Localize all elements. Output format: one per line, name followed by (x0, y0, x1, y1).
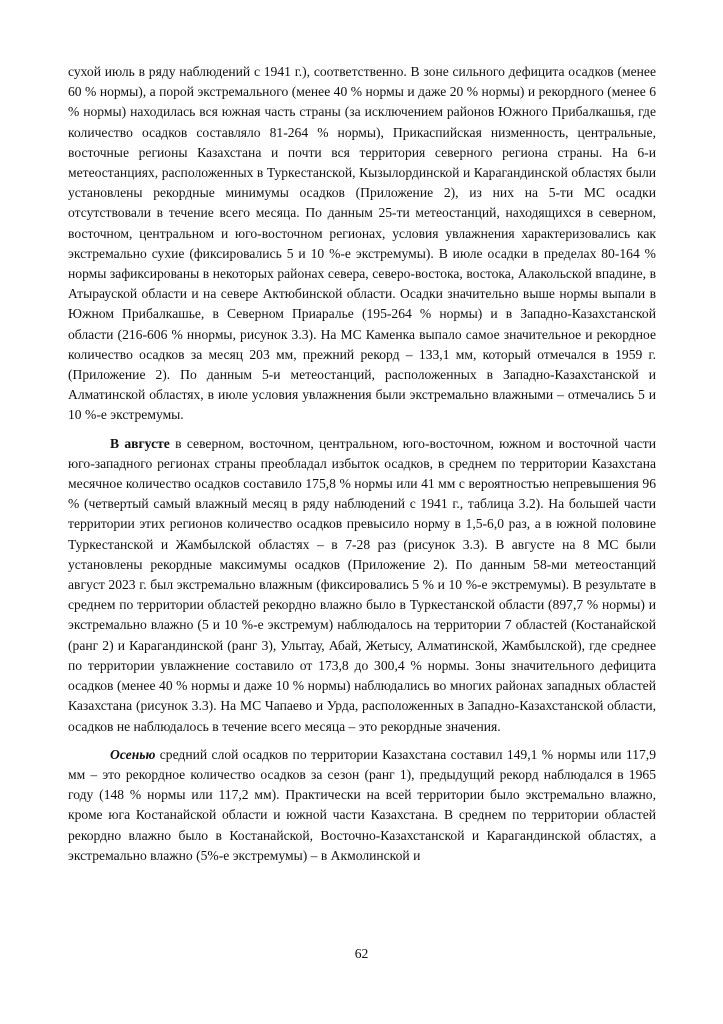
paragraph-autumn (68, 745, 656, 866)
august-lead: В августе (110, 435, 170, 451)
paragraph-july-continued: сухой июль в ряду наблюдений с 1941 г.), соответственно. В зоне сильного дефицита осадков (менее 60 % нормы), а порой экстремального (менее 40 % нормы и даже 20 % нормы) и рекордного (менее 6 % нормы) находилась вся южная часть страны (за исключением районов Южного Прибалкашья, где количество осадков составляло 81-264 % нормы), Прикаспийская низменность, центральные, восточные регионы Казахстана и почти вся территория северного региона страны. На 6-и метеостанциях, расположенных в Туркестанской, Кызылординской и Карагандинской областях были установлены рекордные минимумы осадков (Приложение 2), из них на 5-ти МС осадки отсутствовали в течение всего месяца. По данным 25-ти метеостанций, находящихся в северном, восточном, центральном и юго-восточном регионах, условия увлажнения характеризовались как экстремально сухие (фиксировались 5 и 10 %-е экстремумы). В июле осадки в пределах 80-164 % нормы зафиксированы в некоторых районах севера, северо-востока, востока, Алакольской впадине, в Атырауской области и на севере Актюбинской области. Осадки значительно выше нормы выпали в Южном Прибалкашье, в Северном Приаралье (195-264 % нормы) и в Западно-Казахстанской области (216-606 % ннормы, рисунок 3.3). На МС Каменка выпало самое значительное и рекордное количество осадков за месяц 203 мм, прежний рекорд – 133,1 мм, который отмечался в 1959 г. (Приложение 2). По данным 5-и метеостанций, расположенных в Западно-Казахстанской и Алматинской областях, в июле условия увлажнения были экстремально влажными – отмечались 5 и 10 %-е экстремумы. (68, 64, 656, 423)
page-number: 62 (354, 946, 369, 961)
autumn-text: средний слой осадков по территории Казахстана составил 149,1 % нормы или 117,9 мм – это рекордное количество осадков за сезон (ранг 1), предыдущий рекорд наблюдался в 1965 году (148 % нормы или 117,2 мм). Практически на всей территории было экстремально влажно, кроме юга Костанайской области и южной части Казахстана. В среднем по территории областей рекордно влажно было в Костанайской, Восточно-Казахстанской и Карагандинской областях, а экстремально влажно (5%-е экстремумы) – в Акмолинской и (68, 746, 656, 863)
august-text: в северном, восточном, центральном, юго-восточном, южном и восточной части юго-западного регионах страны преобладал избыток осадков, в среднем по территории Казахстана месячное количество осадков составило 175,8 % нормы или 41 мм с вероятностью непревышения 96 % (четвертый самый влажный месяц в ряду наблюдений с 1941 г., таблица 3.2). На большей части территории этих регионов количество осадков превысило норму в 1,5-6,0 раз, а в южной половине Туркестанской и Жамбылской областях – в 7-28 раз (рисунок 3.3). В августе на 8 МС были установлены рекордные максимумы осадков (Приложение 2). По данным 58-ми метеостанций август 2023 г. был экстремально влажным (фиксировались 5 % и 10 %-е экстремумы). В результате в среднем по территории областей рекордно влажно было в Туркестанской области (897,7 % нормы) и экстремально влажно (5 и 10 %-е экстремум) наблюдалось на территории 7 областей (Костанайской (ранг 2) и Карагандинской (ранг 3), Улытау, Абай, Жетысу, Алматинской, Жамбылской), где среднее по территории увлажнение составило от 173,8 до 300,4 % нормы. Зоны значительного дефицита осадков (менее 40 % нормы и даже 10 % нормы) наблюдались во многих районах западных областей Казахстана (рисунок 3.3). На МС Чапаево и Урда, расположенных в Западно-Казахстанской области, осадков не наблюдалось в течение всего месяца – это рекордные значения. (68, 435, 656, 734)
document-page (68, 62, 656, 866)
autumn-lead: Осенью (110, 746, 156, 762)
paragraph-august (68, 434, 656, 737)
